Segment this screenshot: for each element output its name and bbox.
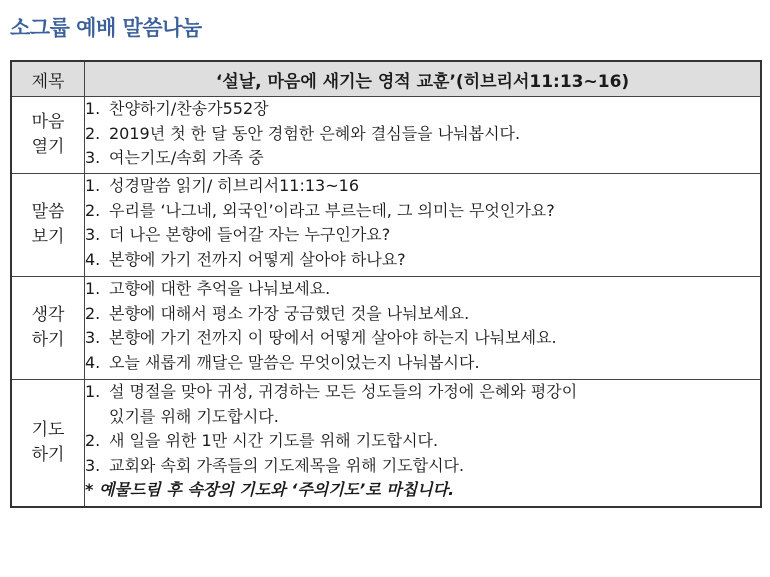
section-label-line: 기도 xyxy=(31,420,65,440)
subject-label: 제목 xyxy=(11,61,85,97)
list-item: 3. 교회와 속회 가족들의 기도제목을 위해 기도합시다. xyxy=(85,455,465,475)
section-label-line: 하기 xyxy=(31,445,65,465)
list-item: 1. 설 명절을 맞아 귀성, 귀경하는 모든 성도들의 가정에 은혜와 평강이 xyxy=(85,382,578,401)
section-label-read-word xyxy=(11,174,85,277)
list-item: 2. 새 일을 위한 1만 시간 기도를 위해 기도합시다. xyxy=(85,431,439,450)
section-row-reflect xyxy=(11,277,761,380)
section-label-pray xyxy=(11,380,85,508)
list-item: 2. 2019년 첫 한 달 동안 경험한 은혜와 결심들을 나눠봅시다. xyxy=(85,123,521,143)
section-items xyxy=(85,97,762,174)
list-item: 1. 성경말씀 읽기/ 히브리서11:13~16 xyxy=(85,176,359,195)
section-label-reflect xyxy=(11,277,85,380)
list-item: 3. 여는기도/속회 가족 중 xyxy=(85,148,264,167)
section-label-line: 말씀 xyxy=(31,202,65,222)
sermon-subject: ‘설날, 마음에 새기는 영적 교훈’(히브리서11:13~16) xyxy=(85,61,762,97)
section-label-line: 하기 xyxy=(31,330,65,350)
section-label-open-heart xyxy=(11,97,85,174)
section-row-open-heart xyxy=(11,97,761,174)
section-items xyxy=(85,380,762,508)
section-label-line: 열기 xyxy=(31,137,65,157)
worship-guide-table xyxy=(10,60,762,508)
page-title: 소그룹 예배 말씀나눔 xyxy=(10,16,202,40)
section-row-pray xyxy=(11,380,761,508)
section-label-line: 보기 xyxy=(31,227,65,247)
list-item: 2. 우리를 ‘나그네, 외국인’이라고 부르는데, 그 의미는 무엇인가요? xyxy=(85,200,555,220)
list-item: 1. 고향에 대한 추억을 나눠보세요. xyxy=(85,279,331,298)
section-items xyxy=(85,174,762,277)
section-row-read-word xyxy=(11,174,761,277)
section-label-line: 생각 xyxy=(31,305,65,325)
subject-row xyxy=(11,61,761,97)
list-item: 3. 본향에 가기 전까지 이 땅에서 어떻게 살아야 하는지 나눠보세요. xyxy=(85,328,557,347)
list-item-continuation: 있기를 위해 기도합시다. xyxy=(109,406,279,426)
list-item: 2. 본향에 대해서 평소 가장 궁금했던 것을 나눠보세요. xyxy=(85,303,470,323)
list-item: 4. 본향에 가기 전까지 어떻게 살아야 하나요? xyxy=(85,249,406,269)
list-item: 3. 더 나은 본향에 들어갈 자는 누구인가요? xyxy=(85,225,391,244)
section-items xyxy=(85,277,762,380)
section-label-line: 마음 xyxy=(31,112,65,132)
closing-note: * 예물드림 후 속장의 기도와 ‘주의기도’로 마칩니다. xyxy=(85,480,455,499)
list-item: 4. 오늘 새롭게 깨달은 말씀은 무엇이었는지 나눠봅시다. xyxy=(85,352,480,372)
list-item: 1. 찬양하기/찬송가552장 xyxy=(85,99,269,118)
